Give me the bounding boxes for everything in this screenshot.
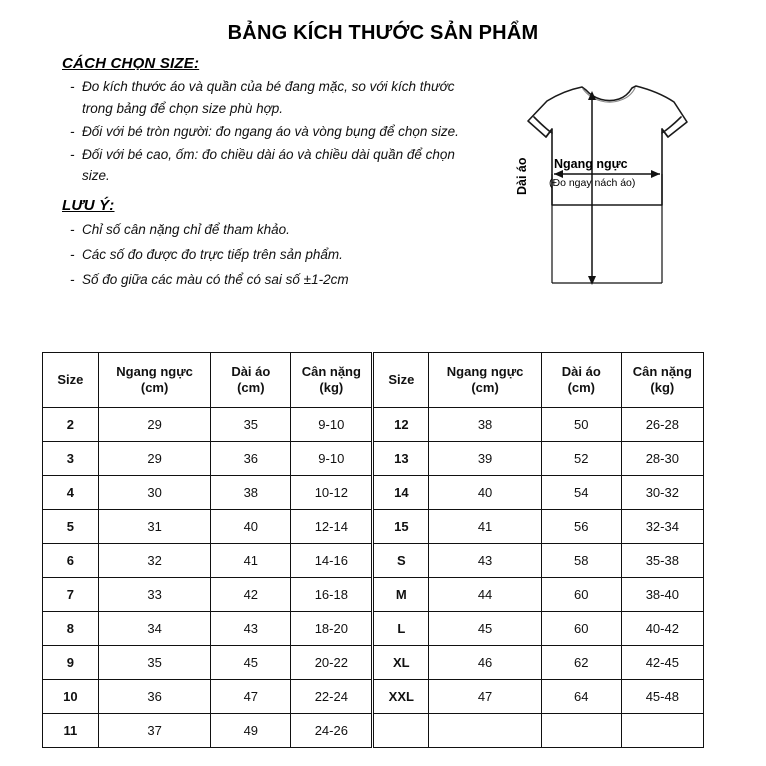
cell-weight: 35-38 (621, 544, 703, 578)
col-header-weight-right: Cân nặng (kg) (621, 353, 703, 408)
table-row (43, 680, 704, 714)
cell-chest: 35 (98, 646, 211, 680)
table-row (43, 442, 704, 476)
cell-weight (621, 714, 703, 748)
cell-size: 8 (43, 612, 99, 646)
cell-length: 47 (211, 680, 291, 714)
cell-size: 13 (373, 442, 429, 476)
cell-chest: 33 (98, 578, 211, 612)
cell-size: 5 (43, 510, 99, 544)
list-item (62, 218, 460, 242)
cell-weight: 40-42 (621, 612, 703, 646)
list-item (62, 144, 460, 188)
cell-length: 58 (541, 544, 621, 578)
table-row (43, 510, 704, 544)
cell-size: 15 (373, 510, 429, 544)
cell-size (373, 714, 429, 748)
chest-measure-label: Ngang ngực (554, 157, 628, 171)
cell-weight: 38-40 (621, 578, 703, 612)
cell-size: 4 (43, 476, 99, 510)
notes-heading: LƯU Ý: (62, 197, 115, 215)
cell-length: 38 (211, 476, 291, 510)
cell-chest: 30 (98, 476, 211, 510)
list-item-text: Đối với bé cao, ốm: đo chiều dài áo và chiều dài quần để chọn size. (82, 146, 455, 184)
cell-length: 35 (211, 408, 291, 442)
table-row (43, 544, 704, 578)
bullet-dash: - (70, 272, 75, 288)
table-row (43, 578, 704, 612)
bullet-dash: - (70, 222, 75, 238)
cell-size: 12 (373, 408, 429, 442)
cell-chest: 34 (98, 612, 211, 646)
cell-size: 9 (43, 646, 99, 680)
tshirt-measurement-diagram (482, 65, 732, 315)
cell-chest: 31 (98, 510, 211, 544)
cell-length: 64 (541, 680, 621, 714)
list-item-text: Đo kích thước áo và quần của bé đang mặc, so với kích thước trong bảng để chọn size phù hợp. (82, 79, 455, 116)
cell-weight: 22-24 (291, 680, 373, 714)
bullet-dash: - (70, 146, 75, 162)
cell-weight: 26-28 (621, 408, 703, 442)
cell-chest: 43 (429, 544, 542, 578)
table-header (43, 353, 704, 408)
cell-length: 62 (541, 646, 621, 680)
list-item-text: Đối với bé tròn người: đo ngang áo và vòng bụng để chọn size. (82, 123, 459, 139)
bullet-dash: - (70, 123, 75, 139)
list-item-text: Số đo giữa các màu có thể có sai số ±1-2cm (82, 272, 349, 288)
list-item (62, 121, 460, 143)
col-header-weight-left: Cân nặng (kg) (291, 353, 373, 408)
cell-weight: 9-10 (291, 442, 373, 476)
cell-chest: 47 (429, 680, 542, 714)
cell-chest: 44 (429, 578, 542, 612)
cell-weight: 24-26 (291, 714, 373, 748)
col-header-length-right: Dài áo (cm) (541, 353, 621, 408)
cell-chest: 36 (98, 680, 211, 714)
how-to-list (62, 76, 460, 187)
cell-weight: 42-45 (621, 646, 703, 680)
cell-length: 50 (541, 408, 621, 442)
cell-length: 36 (211, 442, 291, 476)
list-item (62, 243, 460, 267)
cell-size: 10 (43, 680, 99, 714)
cell-weight: 9-10 (291, 408, 373, 442)
cell-weight: 30-32 (621, 476, 703, 510)
cell-weight: 12-14 (291, 510, 373, 544)
list-item-text: Chỉ số cân nặng chỉ để tham khảo. (82, 222, 290, 238)
cell-chest: 45 (429, 612, 542, 646)
cell-weight: 45-48 (621, 680, 703, 714)
cell-size: XXL (373, 680, 429, 714)
cell-length: 43 (211, 612, 291, 646)
cell-weight: 16-18 (291, 578, 373, 612)
cell-size: L (373, 612, 429, 646)
table-row (43, 476, 704, 510)
cell-length: 54 (541, 476, 621, 510)
instructions-block (0, 55, 460, 294)
cell-chest: 46 (429, 646, 542, 680)
cell-weight: 10-12 (291, 476, 373, 510)
cell-weight: 14-16 (291, 544, 373, 578)
cell-weight: 20-22 (291, 646, 373, 680)
cell-size: 11 (43, 714, 99, 748)
bullet-dash: - (70, 247, 75, 263)
how-to-heading: CÁCH CHỌN SIZE: (62, 55, 200, 72)
cell-size: 2 (43, 408, 99, 442)
cell-size: 3 (43, 442, 99, 476)
col-header-size-right: Size (373, 353, 429, 408)
cell-chest: 38 (429, 408, 542, 442)
cell-chest: 29 (98, 442, 211, 476)
cell-length: 40 (211, 510, 291, 544)
table-row (43, 714, 704, 748)
cell-length: 42 (211, 578, 291, 612)
col-header-chest-left: Ngang ngực (cm) (98, 353, 211, 408)
table-body (43, 408, 704, 748)
cell-weight: 18-20 (291, 612, 373, 646)
cell-chest: 40 (429, 476, 542, 510)
length-measure-label: Dài áo (515, 157, 529, 195)
size-table (42, 352, 704, 748)
intro-section (0, 45, 766, 325)
col-header-length-left: Dài áo (cm) (211, 353, 291, 408)
list-item (62, 76, 460, 120)
table-row (43, 408, 704, 442)
cell-chest: 41 (429, 510, 542, 544)
cell-length: 56 (541, 510, 621, 544)
cell-chest (429, 714, 542, 748)
cell-chest: 39 (429, 442, 542, 476)
cell-length: 60 (541, 612, 621, 646)
cell-chest: 37 (98, 714, 211, 748)
cell-weight: 32-34 (621, 510, 703, 544)
size-table-container (42, 352, 704, 748)
cell-size: XL (373, 646, 429, 680)
cell-length: 45 (211, 646, 291, 680)
cell-length: 41 (211, 544, 291, 578)
notes-list (62, 218, 460, 292)
chest-measure-sublabel: (Đo ngay nách áo) (549, 177, 636, 189)
cell-length: 52 (541, 442, 621, 476)
cell-length (541, 714, 621, 748)
cell-size: 14 (373, 476, 429, 510)
list-item (62, 268, 460, 292)
page-title: BẢNG KÍCH THƯỚC SẢN PHẨM (227, 22, 539, 44)
table-row (43, 646, 704, 680)
cell-chest: 32 (98, 544, 211, 578)
cell-size: S (373, 544, 429, 578)
cell-size: M (373, 578, 429, 612)
col-header-chest-right: Ngang ngực (cm) (429, 353, 542, 408)
cell-length: 49 (211, 714, 291, 748)
cell-length: 60 (541, 578, 621, 612)
table-header-row (43, 353, 704, 408)
col-header-size-left: Size (43, 353, 99, 408)
cell-size: 7 (43, 578, 99, 612)
cell-size: 6 (43, 544, 99, 578)
bullet-dash: - (70, 79, 75, 94)
list-item-text: Các số đo được đo trực tiếp trên sản phẩm. (82, 247, 343, 263)
cell-chest: 29 (98, 408, 211, 442)
cell-weight: 28-30 (621, 442, 703, 476)
table-row (43, 612, 704, 646)
